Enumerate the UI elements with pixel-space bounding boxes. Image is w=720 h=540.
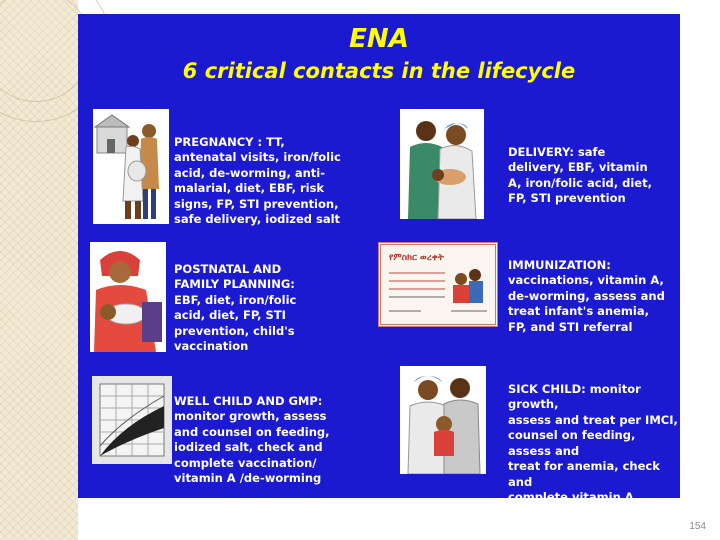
well-child-text: WELL CHILD AND GMP: monitor growth, assess and counsel on feeding, iodized salt, check and complete vaccination/ vitamin A /de-worming bbox=[174, 393, 330, 485]
growth-chart-illustration bbox=[92, 376, 172, 464]
delivery-text: DELIVERY: safe delivery, EBF, vitamin A, iron/folic acid, diet, FP, STI prevention bbox=[508, 144, 652, 205]
postnatal-text: POSTNATAL AND FAMILY PLANNING: EBF, diet, iron/folic acid, diet, FP, STI prevention, child's vaccination bbox=[174, 261, 297, 353]
pregnancy-illustration bbox=[93, 109, 169, 224]
postnatal-illustration bbox=[90, 242, 166, 352]
delivery-illustration bbox=[400, 109, 484, 219]
immunization-text: IMMUNIZATION: vaccinations, vitamin A, de-worming, assess and treat infant's anemia, FP, and STI referral bbox=[508, 257, 665, 334]
pregnancy-text: PREGNANCY : TT, antenatal visits, iron/folic acid, de-worming, anti- malarial, diet, EBF, risk signs, FP, STI prevention, safe delivery, iodized salt bbox=[174, 134, 341, 226]
certificate-title: የምስክር ወረቀት bbox=[389, 253, 444, 263]
slide-title: ENA bbox=[349, 24, 409, 54]
sick-child-text: SICK CHILD: monitor growth, assess and treat per IMCI, counsel on feeding, assess and treat for anemia, check and complete vitamin A /immunization/ de-worming bbox=[508, 381, 678, 535]
slide-panel bbox=[78, 14, 680, 535]
sick-child-illustration bbox=[400, 366, 486, 474]
page-number: 154 bbox=[689, 521, 706, 532]
slide-subtitle: 6 critical contacts in the lifecycle bbox=[182, 59, 576, 83]
immunization-certificate bbox=[378, 242, 498, 327]
decorative-left-strip bbox=[0, 0, 78, 540]
